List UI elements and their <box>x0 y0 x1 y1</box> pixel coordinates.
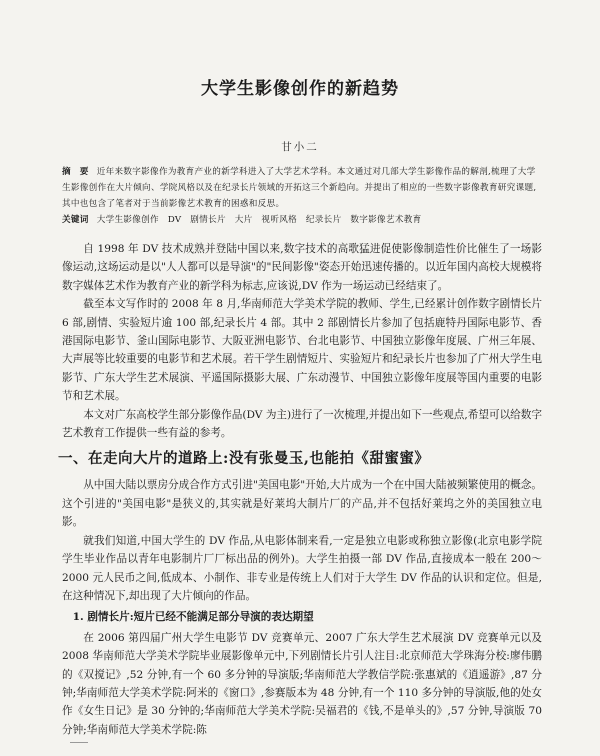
abstract-text: 近年来数字影像作为教育产业的新学科进入了大学艺术学科。本文通过对几部大学生影像作品的解剖,梳理了大学生影像创作在大片倾向、学院风格以及在纪录长片领域的开拓这三个新趋向。并提出了相应的一些数字影像教育研究课题,其中也包含了笔者对于当前影像艺术教育的困惑和反思。 <box>62 167 537 209</box>
section-heading: 一、在走向大片的道路上:没有张曼玉,也能拍《甜蜜蜜》 <box>58 450 430 468</box>
abstract-block <box>62 164 542 228</box>
keywords-label: 关键词 <box>62 215 89 225</box>
abstract-label: 摘 要 <box>62 167 89 177</box>
article-title: 大学生影像创作的新趋势 <box>201 79 399 99</box>
keywords-text: 大学生影像创作 DV 剧情长片 大片 视听风格 纪录长片 数字影像艺术教育 <box>96 215 422 225</box>
page-corner-mark <box>70 742 88 749</box>
article-body <box>58 240 542 739</box>
body-paragraph: 截至本文写作时的 2008 年 8 月,华南师范大学美术学院的教师、学生,已经累计创作数字剧情长片 6 部,剧情、实验短片逾 100 部,纪录长片 4 部。其中 2 部剧情长片参加了包括鹿特丹国际电影节、香港国际电影节、釜山国际电影节、大阪亚洲电影节、台北电影节、中国独立影像年度展、广州三年展、大声展等比较重要的电影节和艺术展。若干学生剧情短片、实验短片和纪录长片也参加了广州大学生电影节、广东大学生艺术展演、平遥国际摄影大展、广东动漫节、中国独立影像年度展等国内重要的电影节和艺术展。 <box>62 298 542 403</box>
abstract-paragraph <box>62 164 542 212</box>
author-name: 甘小二 <box>281 141 319 153</box>
keywords-line <box>62 212 542 228</box>
body-paragraph: 在 2006 第四届广州大学生电影节 DV 竞赛单元、2007 广东大学生艺术展演 DV 竞赛单元以及 2008 华南师范大学美术学院毕业展影像单元中,下列剧情长片引人注目:北京师范大学珠海分校:廖伟鹏的《双搅记》,52 分钟,有一个 60 多分钟的导演版;华南师范大学教信学院:张惠斌的《逍遥游》,87 分钟;华南师范大学美术学院:阿米的《窗口》,参赛版本为 48 分钟,有一个 110 多分钟的导演版,他的处女作《女生日记》是 30 分钟的;华南师范大学美术学院:吴福君的《钱,不是单头的》,57 分钟,导演版 70 分钟;华南师范大学美术学院:陈 <box>62 631 542 736</box>
body-paragraph: 本文对广东高校学生部分影像作品(DV 为主)进行了一次梳理,并提出如下一些观点,希望可以给数字艺术教育工作提供一些有益的参考。 <box>62 408 542 440</box>
body-paragraph: 就我们知道,中国大学生的 DV 作品,从电影体制来看,一定是独立电影或称独立影像(北京电影学院学生毕业作品以青年电影制片厂厂标出品的例外)。大学生拍摄一部 DV 作品,直接成本一般在 200～2000 元人民币之间,低成本、小制作、非专业是传统上人们对于大学生 DV 作品的认识和定位。但是,在这种情况下,却出现了大片倾向的作品。 <box>62 534 542 602</box>
subsection-heading: 1. 剧情长片:短片已经不能满足部分导演的表达期望 <box>72 611 314 624</box>
body-paragraph: 自 1998 年 DV 技术成熟并登陆中国以来,数字技术的高歌猛进促使影像制造性价比催生了一场影像运动,这场运动是以"人人都可以是导演"的"民间影像"姿态开始迅速传播的。以近年国内高校大规模将数字媒体艺术作为教育产业的新学科为标志,应该说,DV 作为一场运动已经结束了。 <box>62 243 542 292</box>
body-paragraph: 从中国大陆以票房分成合作方式引进"美国电影"开始,大片成为一个在中国大陆被频繁使用的概念。这个引进的"美国电影"是狭义的,其实就是好莱坞大制片厂的产品,并不包括好莱坞之外的美国独立电影。 <box>62 479 542 529</box>
